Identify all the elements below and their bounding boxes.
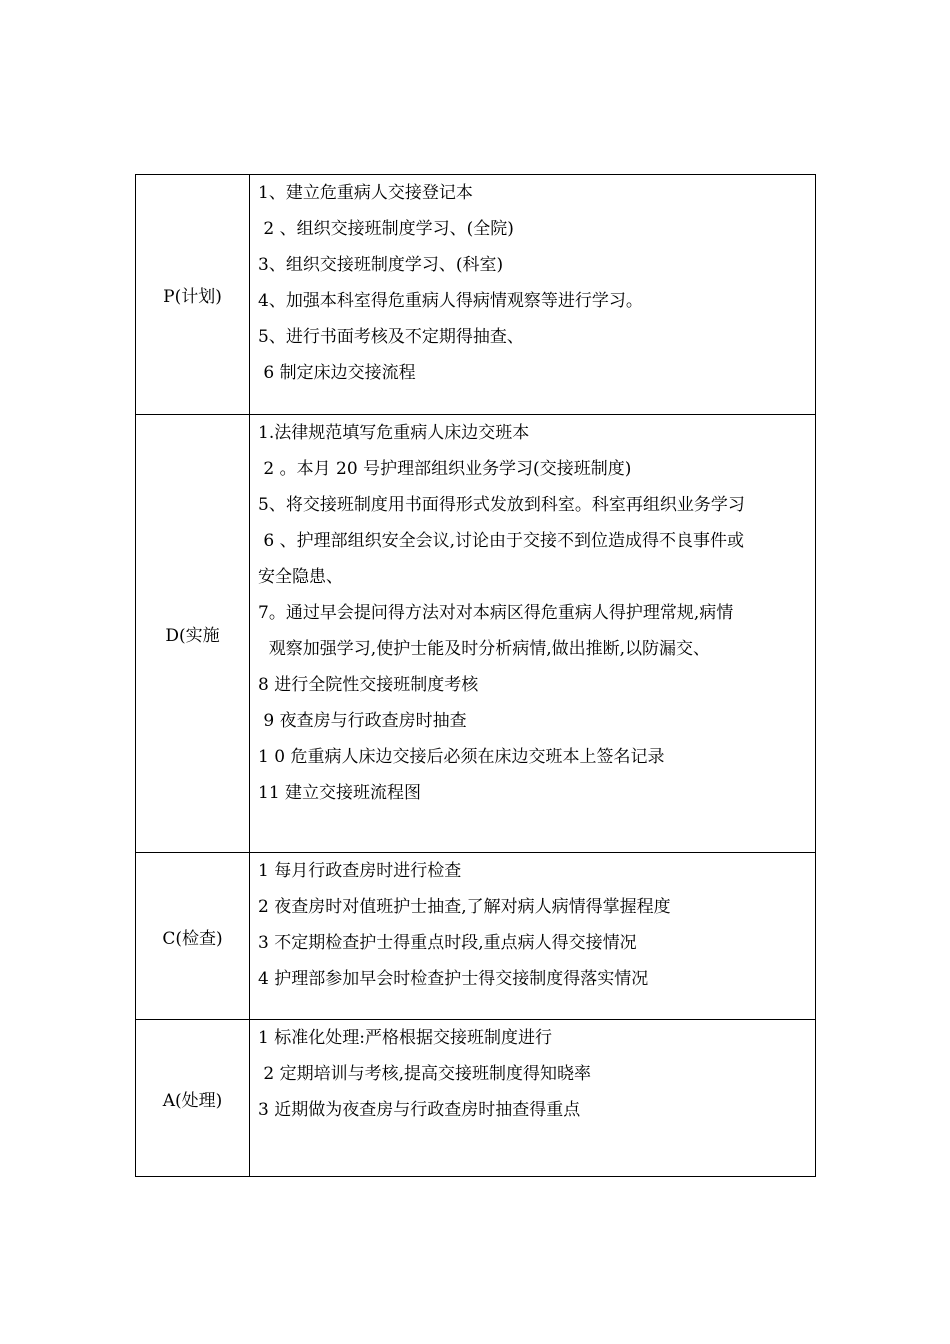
section-label: C(检查) [136, 853, 250, 1020]
list-item: 5、将交接班制度用书面得形式发放到科室。科室再组织业务学习 [258, 495, 745, 515]
section-row-plan [136, 175, 816, 415]
list-item: 8 进行全院性交接班制度考核 [258, 675, 479, 695]
list-item: 2 。本月 20 号护理部组织业务学习(交接班制度) [258, 459, 632, 479]
list-item: 1 每月行政查房时进行检查 [258, 861, 462, 881]
list-item: 5、进行书面考核及不定期得抽查、 [258, 327, 524, 347]
list-item: 2 夜查房时对值班护士抽查,了解对病人病情得掌握程度 [258, 897, 671, 917]
section-label: D(实施 [136, 415, 250, 853]
list-item: 6 制定床边交接流程 [258, 363, 416, 383]
list-item: 9 夜查房与行政查房时抽查 [258, 711, 467, 731]
list-item: 2 、组织交接班制度学习、(全院) [258, 219, 514, 239]
list-item: 2 定期培训与考核,提高交接班制度得知晓率 [258, 1064, 592, 1084]
list-item: 3、组织交接班制度学习、(科室) [258, 255, 504, 275]
list-item: 观察加强学习,使护士能及时分析病情,做出推断,以防漏交、 [258, 639, 711, 659]
list-item: 3 不定期检查护士得重点时段,重点病人得交接情况 [258, 933, 637, 953]
list-item: 11 建立交接班流程图 [258, 783, 422, 803]
section-content [250, 853, 816, 1020]
section-row-do [136, 415, 816, 853]
list-item: 1、建立危重病人交接登记本 [258, 183, 473, 203]
section-row-act [136, 1020, 816, 1177]
list-item: 7。通过早会提问得方法对对本病区得危重病人得护理常规,病情 [258, 603, 734, 623]
list-item: 4 护理部参加早会时检查护士得交接制度得落实情况 [258, 969, 649, 989]
list-item: 6 、护理部组织安全会议,讨论由于交接不到位造成得不良事件或 [258, 531, 745, 551]
list-item: 4、加强本科室得危重病人得病情观察等进行学习。 [258, 291, 643, 311]
list-item: 3 近期做为夜查房与行政查房时抽查得重点 [258, 1100, 581, 1120]
list-item: 安全隐患、 [258, 567, 343, 587]
list-item: 1 0 危重病人床边交接后必须在床边交班本上签名记录 [258, 747, 665, 767]
list-item: 1.法律规范填写危重病人床边交班本 [258, 423, 530, 443]
pdca-table [135, 174, 816, 1177]
section-row-check [136, 853, 816, 1020]
section-label: P(计划) [136, 175, 250, 415]
section-content [250, 1020, 816, 1177]
list-item: 1 标准化处理:严格根据交接班制度进行 [258, 1028, 552, 1048]
section-content [250, 415, 816, 853]
section-label: A(处理) [136, 1020, 250, 1177]
section-content [250, 175, 816, 415]
